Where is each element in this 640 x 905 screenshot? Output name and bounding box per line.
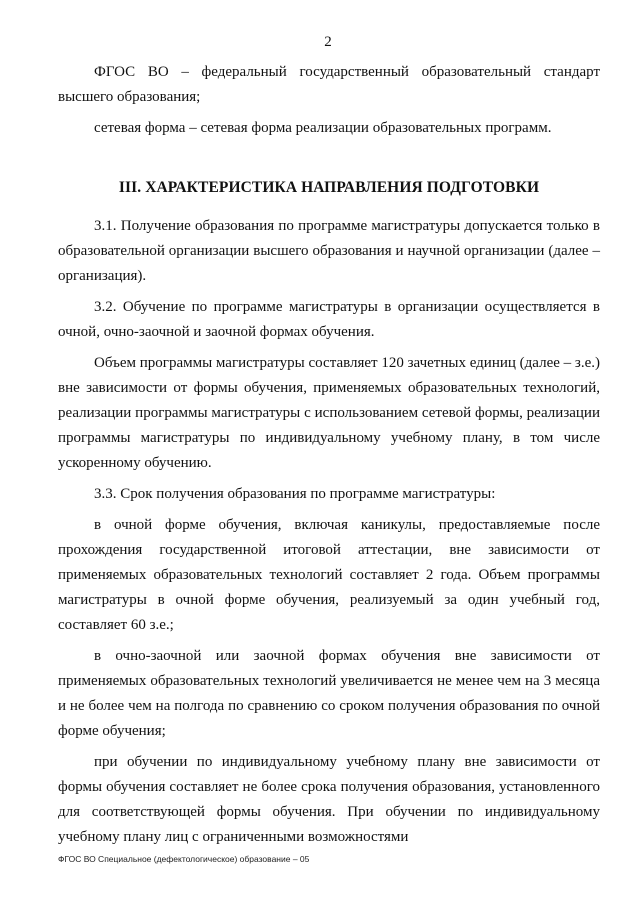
paragraph-volume: Объем программы магистратуры составляет 120 зачетных единиц (далее – з.е.) вне зависимости от формы обучения, применяемых образовательных технологий, реализации программы магистратуры с использованием сетевой формы, реализации программы магистратуры по индивидуальному учебному плану, в том числе ускоренному обучению. (58, 355, 600, 471)
document-body (58, 60, 600, 850)
definition-network-form: сетевая форма – сетевая форма реализации образовательных программ. (94, 120, 552, 136)
page-number: 2 (324, 34, 332, 50)
paragraph-individual-plan: при обучении по индивидуальному учебному плану вне зависимости от формы обучения составляет не более срока получения образования, установленного для соответствующей формы обучения. При обучении по индивидуальному учебному плану лиц с ограниченными возможностями (58, 754, 600, 845)
paragraph-part-time: в очно-заочной или заочной формах обучения вне зависимости от применяемых образовательных технологий увеличивается не менее чем на 3 месяца и не более чем на полгода по сравнению со сроком получения образования по очной форме обучения; (58, 648, 600, 739)
paragraph-3-1: 3.1. Получение образования по программе магистратуры допускается только в образовательной организации высшего образования и научной организации (далее – организация). (58, 218, 600, 284)
section-heading: III. ХАРАКТЕРИСТИКА НАПРАВЛЕНИЯ ПОДГОТОВКИ (118, 179, 540, 196)
page-footer: ФГОС ВО Специальное (дефектологическое) образование – 05 (58, 854, 310, 864)
paragraph-full-time: в очной форме обучения, включая каникулы, предоставляемые после прохождения государственной итоговой аттестации, вне зависимости от применяемых образовательных технологий составляет 2 года. Объем программы магистратуры в очной форме обучения, реализуемый за один учебный год, составляет 60 з.е.; (58, 517, 600, 633)
paragraph-3-3: 3.3. Срок получения образования по программе магистратуры: (94, 486, 496, 502)
definition-fgos: ФГОС ВО – федеральный государственный образовательный стандарт высшего образования; (58, 64, 600, 105)
paragraph-3-2: 3.2. Обучение по программе магистратуры в организации осуществляется в очной, очно-заочной и заочной формах обучения. (58, 299, 600, 340)
